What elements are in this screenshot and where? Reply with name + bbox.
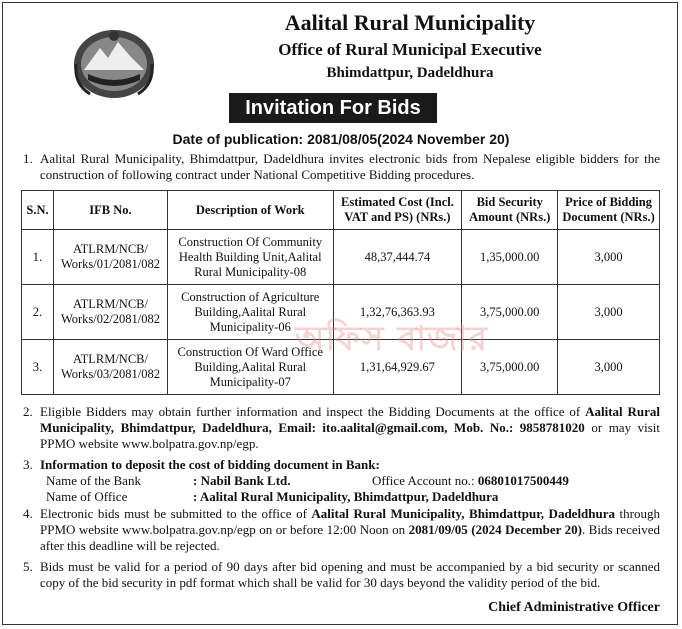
- paragraph-4: [23, 506, 660, 554]
- signature-title: Chief Administrative Officer: [488, 600, 660, 615]
- paragraph-text: Aalital Rural Municipality, Bhimdattpur, Dadeldhura invites electronic bids from Nepalese eligible bidders for the construction of following contract under National Competitive Bidding procedures.: [40, 151, 660, 182]
- paragraph-2: [23, 404, 661, 452]
- paragraph-text: Bids must be valid for a period of 90 days after bid opening and must be accompanied by a bid security or scanned copy of the bid security in pdf format which shall be valid for 30 days beyond the validity period of the bid.: [40, 559, 660, 590]
- submission-deadline: 2081/09/05 (2024 December 20): [408, 522, 582, 537]
- cell-security: 3,75,000.00: [462, 340, 558, 395]
- paragraph-number: 3.: [23, 457, 33, 472]
- submission-office: Aalital Rural Municipality, Bhimdattpur, Dadeldhura: [311, 506, 616, 521]
- paragraph-text: or may visit PPMO website www.bolpatra.gov.np/egp.: [40, 420, 660, 451]
- cell-description: Construction of Agriculture Building,Aalital Rural Municipality-06: [167, 285, 333, 340]
- office-subtitle: Office of Rural Municipal Executive: [278, 40, 542, 59]
- paragraph-number: 2.: [23, 404, 33, 419]
- bank-info-title: Information to deposit the cost of bidding document in Bank:: [40, 457, 380, 472]
- col-header-price: Price of Bidding Document (NRs.): [558, 191, 660, 230]
- cell-ifb: ATLRM/NCB/ Works/01/2081/082: [53, 230, 167, 285]
- cell-description: Construction Of Ward Office Building,Aalital Rural Municipality-07: [167, 340, 333, 395]
- col-header-sn: S.N.: [22, 191, 54, 230]
- ifb-banner: Invitation For Bids: [229, 93, 437, 123]
- col-header-cost: Estimated Cost (Incl. VAT and PS) (NRs.): [333, 191, 462, 230]
- paragraph-number: 4.: [23, 506, 33, 521]
- paragraph-5: [23, 559, 660, 591]
- paragraph-3: [23, 457, 660, 473]
- bank-name-label: Name of the Bank: [46, 473, 141, 488]
- cell-cost: 1,31,64,929.67: [333, 340, 462, 395]
- office-location: Bhimdattpur, Dadeldhura: [326, 65, 494, 81]
- col-header-description: Description of Work: [167, 191, 333, 230]
- watermark-text: অফিস বাজার: [295, 319, 489, 359]
- paragraph-text: through PPMO website www.bolpatra.gov.np/egp on or before 12:00 Noon on: [40, 506, 660, 537]
- account-number: [372, 473, 569, 489]
- office-name-value: : Aalital Rural Municipality, Bhimdattpur, Dadeldhura: [193, 489, 499, 504]
- cell-ifb: ATLRM/NCB/ Works/03/2081/082: [53, 340, 167, 395]
- table-header-row: [22, 191, 660, 230]
- paragraph-text: Electronic bids must be submitted to the office of: [40, 506, 312, 521]
- account-value: 06801017500449: [477, 473, 569, 488]
- office-name-label: Name of Office: [46, 489, 128, 504]
- cell-description: Construction Of Community Health Building Unit,Aalital Rural Municipality-08: [167, 230, 333, 285]
- paragraph-text: . Bids received after this deadline will be rejected.: [40, 522, 660, 553]
- paragraph-1: [23, 151, 660, 183]
- cell-price: 3,000: [558, 285, 660, 340]
- cell-price: 3,000: [558, 340, 660, 395]
- cell-price: 3,000: [558, 230, 660, 285]
- cell-security: 1,35,000.00: [462, 230, 558, 285]
- col-header-ifb: IFB No.: [53, 191, 167, 230]
- table-row: [22, 230, 660, 285]
- account-label: Office Account no.:: [372, 473, 478, 488]
- municipality-title: Aalital Rural Municipality: [284, 10, 536, 35]
- paragraph-number: 1.: [23, 151, 33, 166]
- cell-ifb: ATLRM/NCB/ Works/02/2081/082: [53, 285, 167, 340]
- publication-date: Date of publication: 2081/08/05(2024 November 20): [172, 131, 510, 147]
- paragraph-number: 5.: [23, 559, 33, 574]
- cell-sn: 3.: [22, 340, 54, 395]
- cell-sn: 2.: [22, 285, 54, 340]
- cell-cost: 48,37,444.74: [333, 230, 462, 285]
- cell-sn: 1.: [22, 230, 54, 285]
- contact-details: Aalital Rural Municipality, Bhimdattpur, Dadeldhura, Email: ito.aalital@gmail.com, Mob. No.: 9858781020: [40, 404, 661, 435]
- bank-name-value: : Nabil Bank Ltd.: [193, 473, 291, 488]
- cell-security: 3,75,000.00: [462, 285, 558, 340]
- paragraph-text: Eligible Bidders may obtain further information and inspect the Bidding Documents at the office of: [40, 404, 586, 419]
- cell-cost: 1,32,76,363.93: [333, 285, 462, 340]
- col-header-security: Bid Security Amount (NRs.): [462, 191, 558, 230]
